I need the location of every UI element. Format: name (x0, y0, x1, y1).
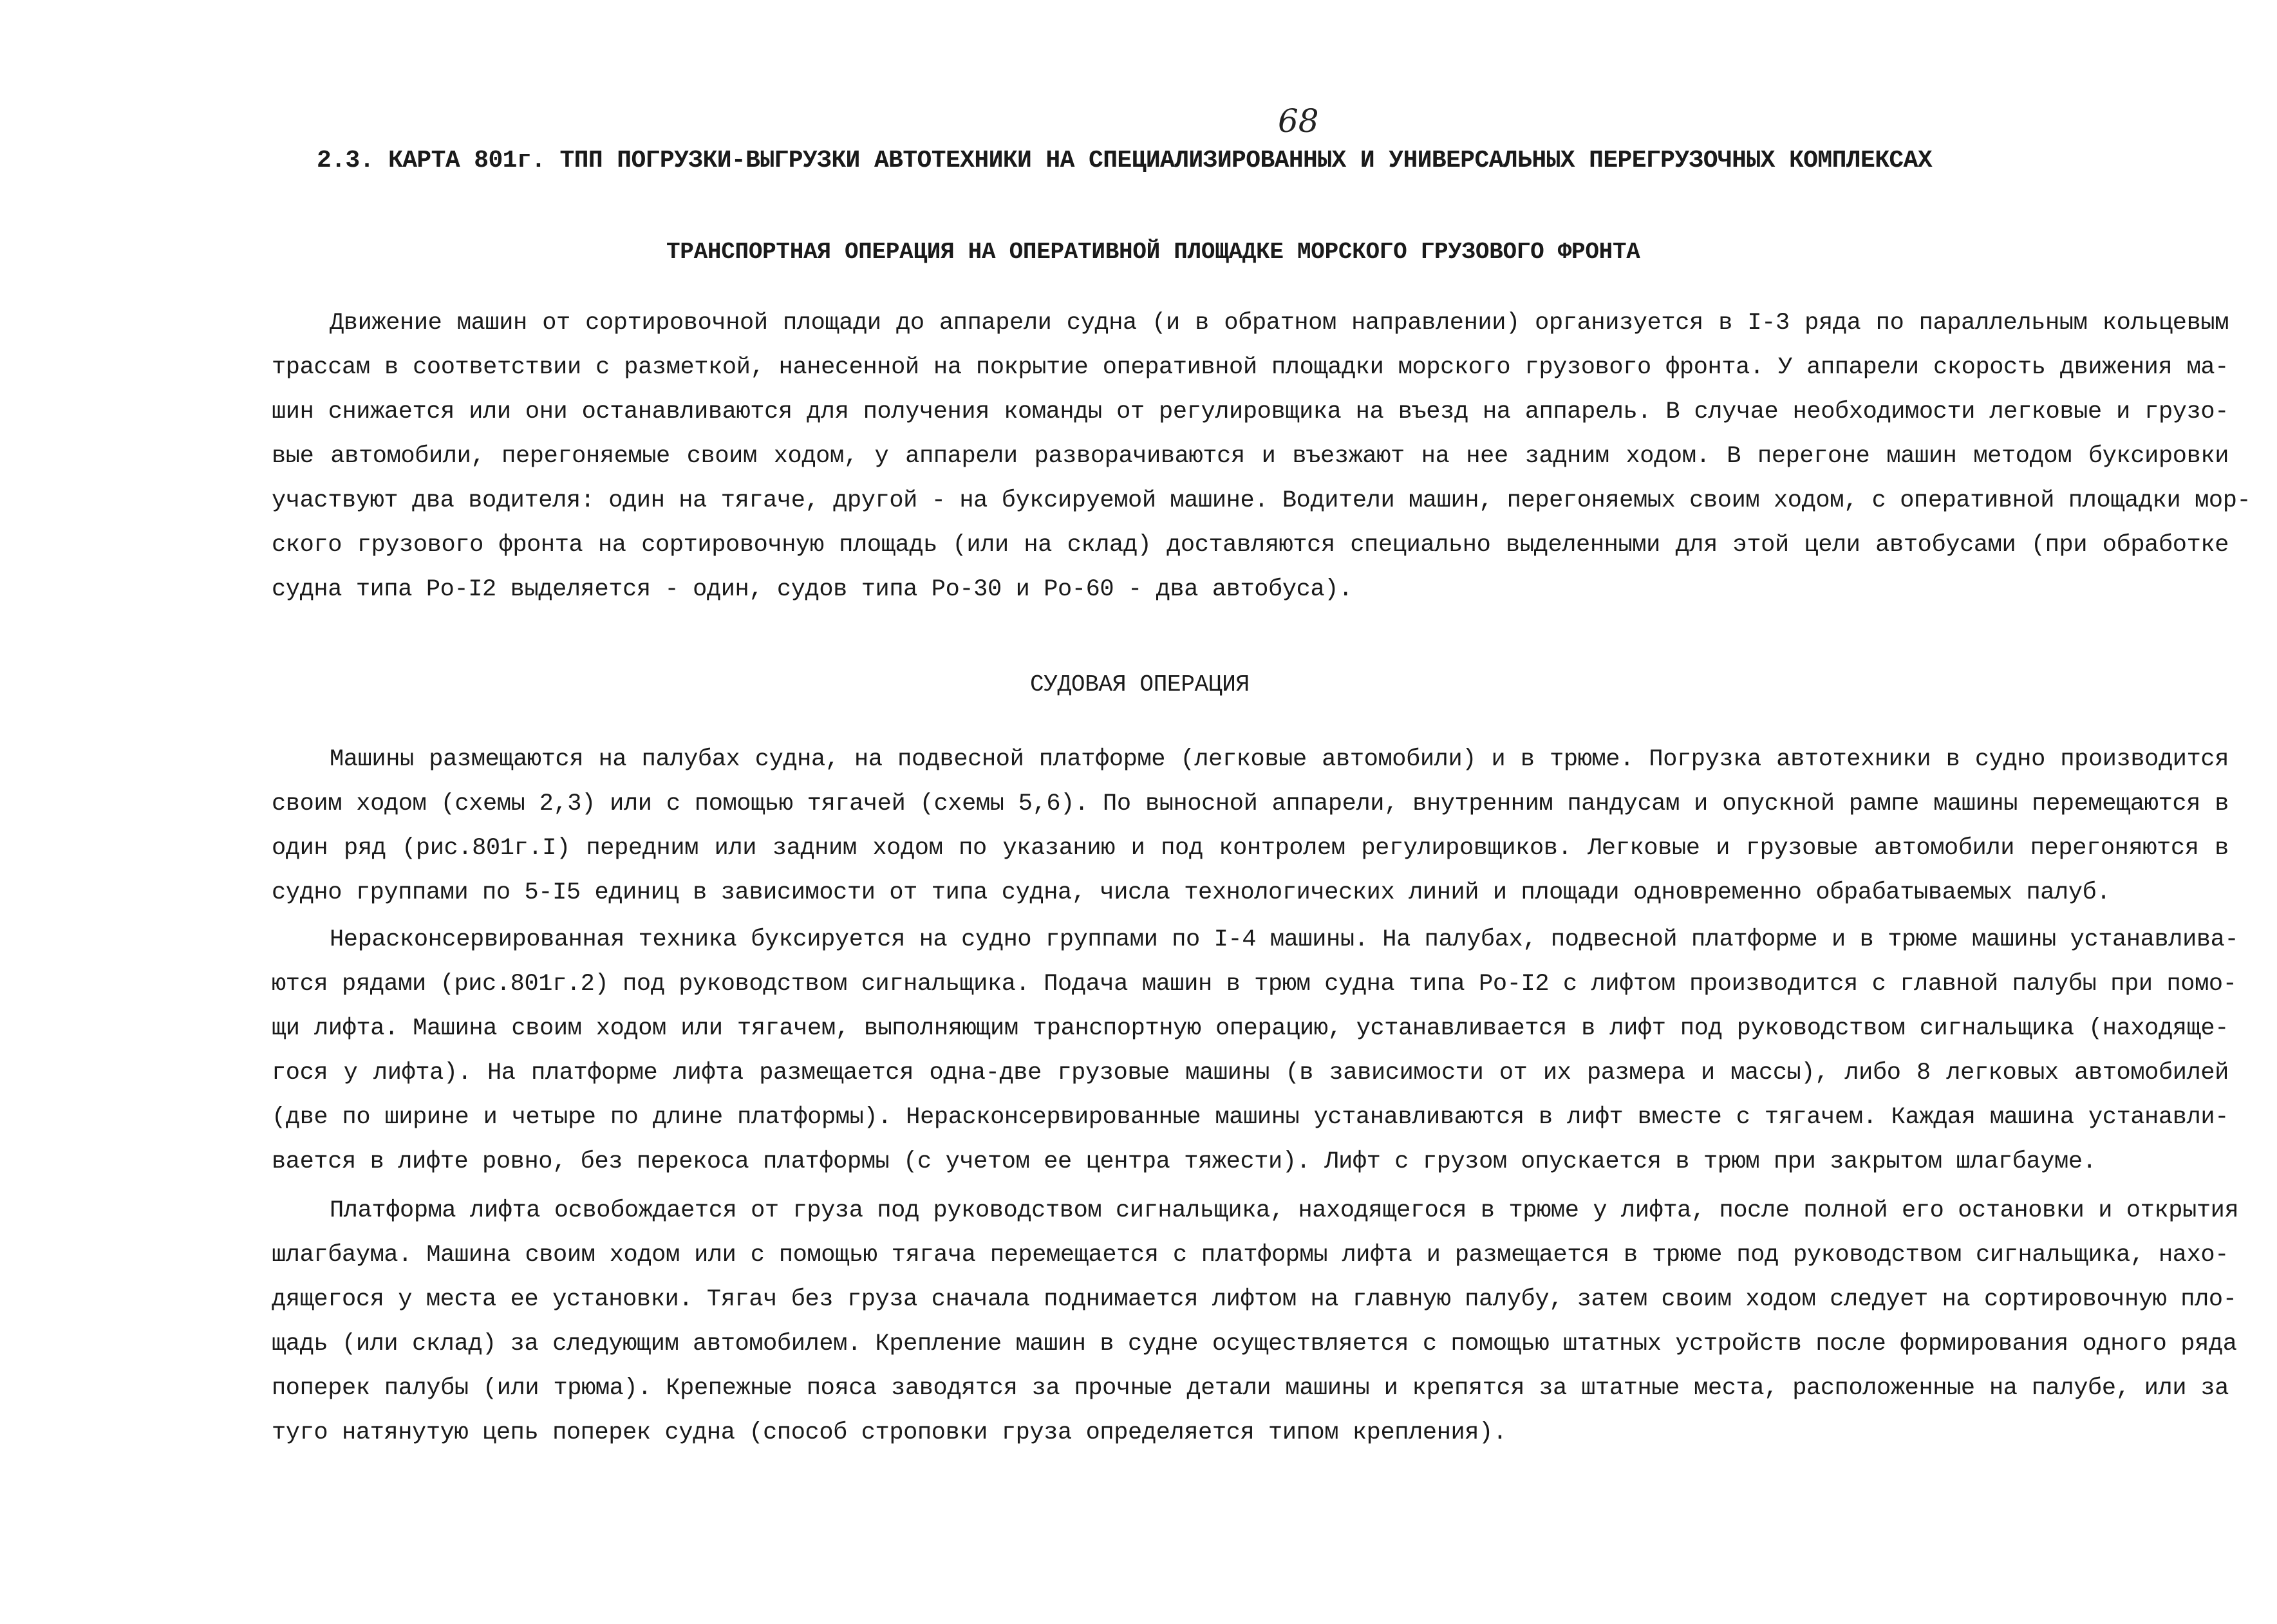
paragraph-line: шин снижается или они останавливаются для получения команды от регулировщика на въезд на аппарель. В случае необходимости легковые и грузо- (272, 398, 2229, 425)
document-title: 2.3. КАРТА 801г. ТПП ПОГРУЗКИ-ВЫГРУЗКИ АВТОТЕХНИКИ НА СПЕЦИАЛИЗИРОВАННЫХ И УНИВЕРСАЛЬНЫХ ПЕРЕГРУЗОЧНЫХ КОМПЛЕКСАХ (317, 147, 1933, 174)
paragraph-line: вается в лифте ровно, без перекоса платформы (с учетом ее центра тяжести). Лифт с грузом опускается в трюм при закрытом шлагбауме. (272, 1148, 2097, 1175)
paragraph-line: трассам в соответствии с разметкой, нанесенной на покрытие оперативной площадки морского грузового фронта. У аппарели скорость движения ма- (272, 354, 2229, 381)
page-number: 68 (1278, 102, 1319, 140)
paragraph-line: Нерасконсервированная техника буксируется на судно группами по I-4 машины. На палубах, подвесной платформе и в трюме машины устанавлива- (330, 926, 2239, 953)
paragraph-line: дящегося у места ее установки. Тягач без груза сначала поднимается лифтом на главную палубу, затем своим ходом следует на сортировочную пло- (272, 1286, 2237, 1313)
section-heading-ship-operation: СУДОВАЯ ОПЕРАЦИЯ (1030, 671, 1250, 698)
paragraph-line: один ряд (рис.801г.I) передним или задним ходом по указанию и под контролем регулировщиков. Легковые и грузовые автомобили перегоняются в (272, 835, 2229, 862)
paragraph-line: Платформа лифта освобождается от груза под руководством сигнальщика, находящегося в трюме у лифта, после полной его остановки и открытия (330, 1197, 2239, 1224)
paragraph-line: щи лифта. Машина своим ходом или тягачем, выполняющим транспортную операцию, устанавливается в лифт под руководством сигнальщика (находяще- (272, 1015, 2229, 1042)
paragraph-line: гося у лифта). На платформе лифта размещается одна-две грузовые машины (в зависимости от их размера и массы), либо 8 легковых автомобилей (272, 1059, 2229, 1087)
paragraph-line: вые автомобили, перегоняемые своим ходом, у аппарели разворачиваются и въезжают на нее задним ходом. В перегоне машин методом буксировки (272, 443, 2229, 470)
paragraph-line: шлагбаума. Машина своим ходом или с помощью тягача перемещается с платформы лифта и размещается в трюме под руководством сигнальщика, нахо- (272, 1242, 2229, 1269)
paragraph-towing-and-lift (272, 918, 2239, 1184)
paragraph-line: Движение машин от сортировочной площади до аппарели судна (и в обратном направлении) организуется в I-3 ряда по параллельным кольцевым (330, 310, 2229, 337)
paragraph-line: своим ходом (схемы 2,3) или с помощью тягачей (схемы 5,6). По выносной аппарели, внутренним пандусам и опускной рампе машины перемещаются в (272, 790, 2229, 817)
paragraph-line: судна типа Ро-I2 выделяется - один, судов типа Ро-30 и Ро-60 - два автобуса). (272, 576, 1353, 603)
section-heading-transport-operation: ТРАНСПОРТНАЯ ОПЕРАЦИЯ НА ОПЕРАТИВНОЙ ПЛОЩАДКЕ МОРСКОГО ГРУЗОВОГО ФРОНТА (666, 239, 1640, 265)
paragraph-ship-loading (272, 738, 2229, 915)
paragraph-transport-operation (272, 301, 2251, 612)
paragraph-line: поперек палубы (или трюма). Крепежные пояса заводятся за прочные детали машины и крепятся за штатные места, расположенные на палубе, или за (272, 1375, 2229, 1402)
paragraph-line: (две по ширине и четыре по длине платформы). Нерасконсервированные машины устанавливаются в лифт вместе с тягачем. Каждая машина устанавли- (272, 1104, 2229, 1131)
paragraph-line: ются рядами (рис.801г.2) под руководством сигнальщика. Подача машин в трюм судна типа Ро-I2 с лифтом производится с главной палубы при помо- (272, 971, 2237, 998)
paragraph-line: участвуют два водителя: один на тягаче, другой - на буксируемой машине. Водители машин, перегоняемых своим ходом, с оперативной площадки мор- (272, 487, 2251, 514)
paragraph-lift-unloading-and-securing (272, 1189, 2239, 1455)
paragraph-line: щадь (или склад) за следующим автомобилем. Крепление машин в судне осуществляется с помощью штатных устройств после формирования одного ряда (272, 1330, 2237, 1358)
paragraph-line: судно группами по 5-I5 единиц в зависимости от типа судна, числа технологических линий и площади одновременно обрабатываемых палуб. (272, 879, 2111, 906)
paragraph-line: ского грузового фронта на сортировочную площадь (или на склад) доставляются специально выделенными для этой цели автобусами (при обработке (272, 532, 2229, 559)
paragraph-line: туго натянутую цепь поперек судна (способ строповки груза определяется типом крепления). (272, 1419, 1507, 1446)
paragraph-line: Машины размещаются на палубах судна, на подвесной платформе (легковые автомобили) и в трюме. Погрузка автотехники в судно производится (330, 746, 2229, 773)
